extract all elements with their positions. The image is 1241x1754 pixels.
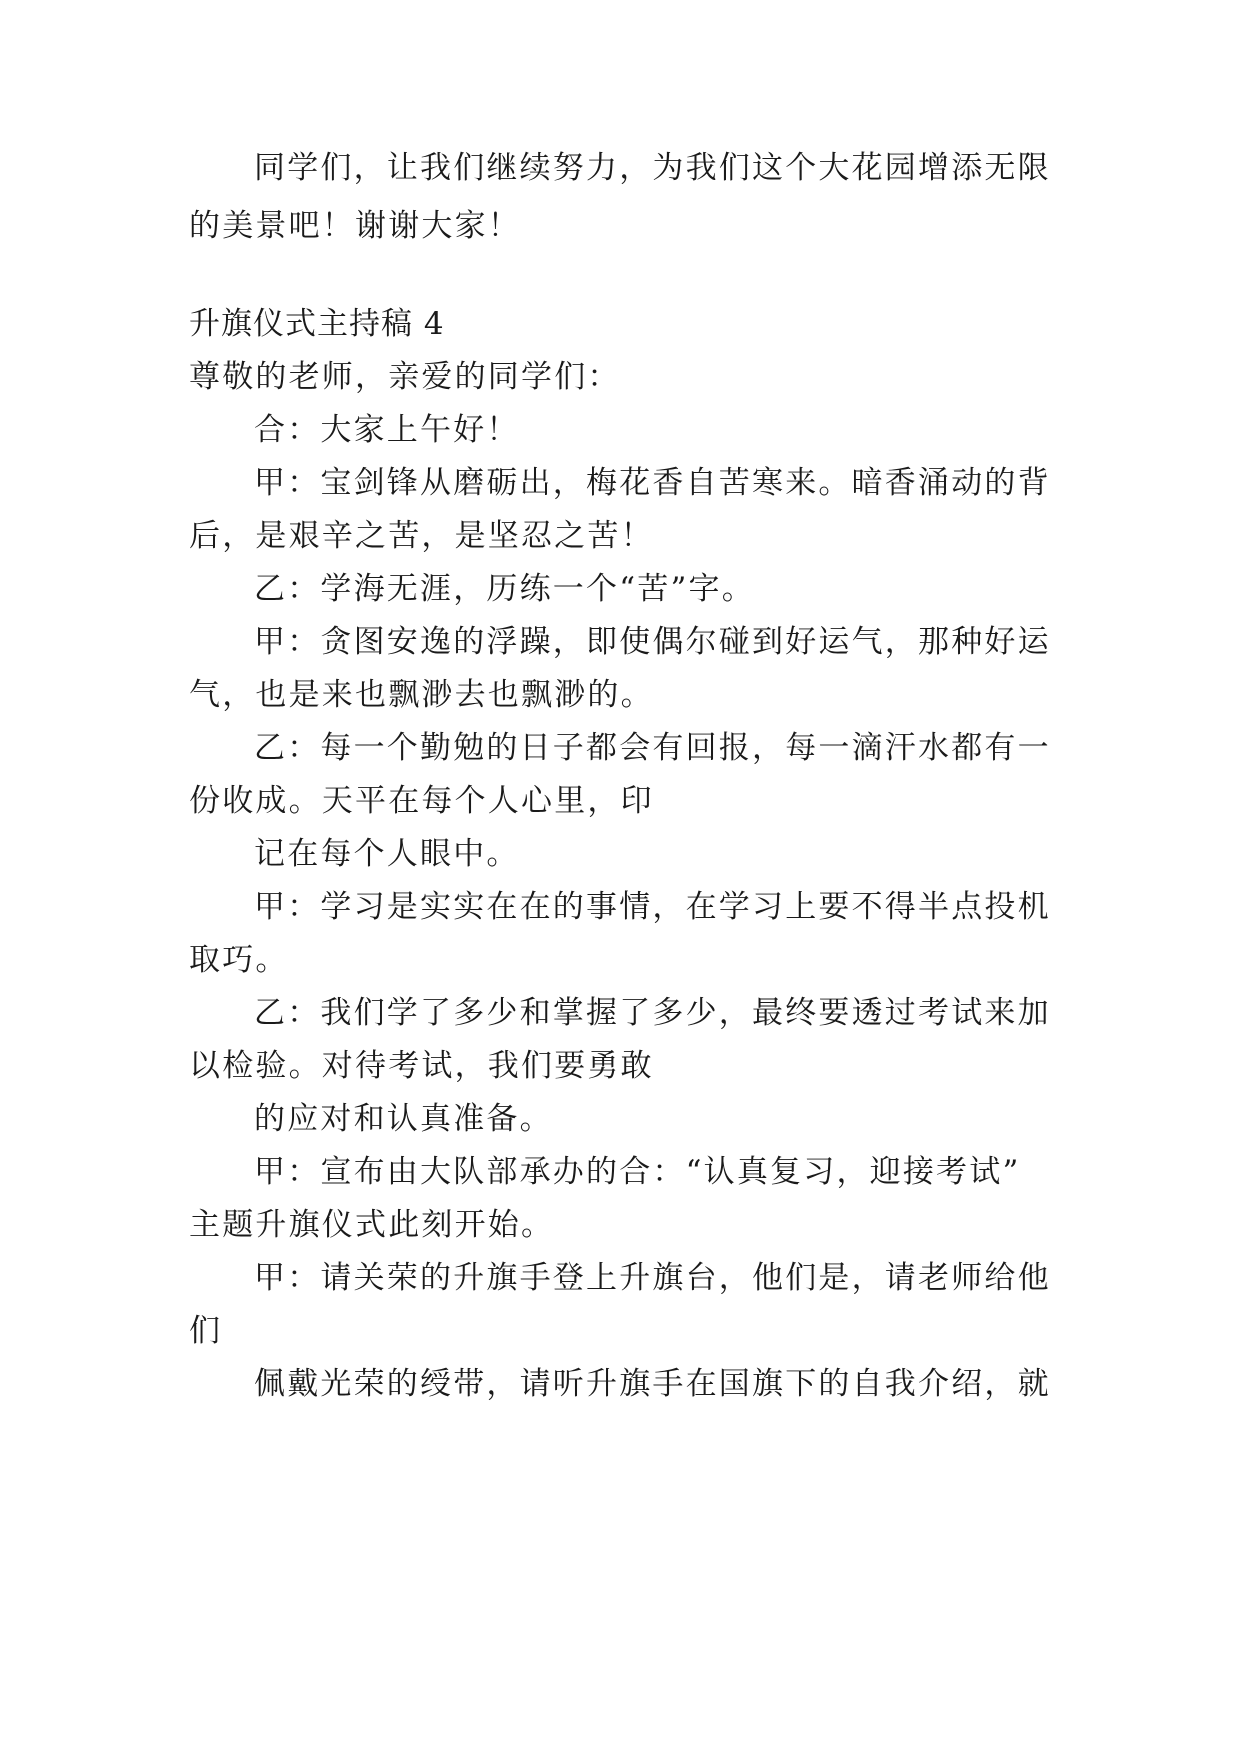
body-line: 以检验。对待考试，我们要勇敢 (189, 1048, 654, 1084)
salutation: 尊敬的老师，亲爱的同学们： (189, 359, 621, 395)
closing-line-2: 的美景吧！谢谢大家！ (189, 208, 521, 244)
body-line: 取巧。 (189, 942, 289, 978)
body-line: 合：大家上午好！ (254, 412, 520, 448)
body-line: 甲：学习是实实在在的事情，在学习上要不得半点投机 (254, 889, 1051, 925)
body-line: 记在每个人眼中。 (254, 836, 520, 872)
body-line: 主题升旗仪式此刻开始。 (189, 1207, 555, 1243)
body-line: 甲：宣布由大队部承办的合：“认真复习，迎接考试” (254, 1154, 1021, 1190)
body-line: 的应对和认真准备。 (254, 1101, 553, 1137)
body-line: 佩戴光荣的绶带，请听升旗手在国旗下的自我介绍，就 (254, 1366, 1051, 1402)
body-line: 甲：宝剑锋从磨砺出，梅花香自苦寒来。暗香涌动的背 (254, 465, 1051, 501)
section-title: 升旗仪式主持稿 4 (189, 306, 445, 342)
body-line: 后，是艰辛之苦，是坚忍之苦！ (189, 518, 654, 554)
closing-line-1: 同学们，让我们继续努力，为我们这个大花园增添无限 (254, 150, 1051, 186)
body-line: 气，也是来也飘渺去也飘渺的。 (189, 677, 654, 713)
body-line: 们 (189, 1313, 223, 1349)
body-line: 份收成。天平在每个人心里，印 (189, 783, 654, 819)
body-line: 乙：学海无涯，历练一个“苦”字。 (254, 571, 755, 607)
body-line: 甲：贪图安逸的浮躁，即使偶尔碰到好运气，那种好运 (254, 624, 1051, 660)
body-line: 乙：每一个勤勉的日子都会有回报，每一滴汗水都有一 (254, 730, 1051, 766)
body-line: 乙：我们学了多少和掌握了多少，最终要透过考试来加 (254, 995, 1051, 1031)
body-line: 甲：请关荣的升旗手登上升旗台，他们是，请老师给他 (254, 1260, 1051, 1296)
